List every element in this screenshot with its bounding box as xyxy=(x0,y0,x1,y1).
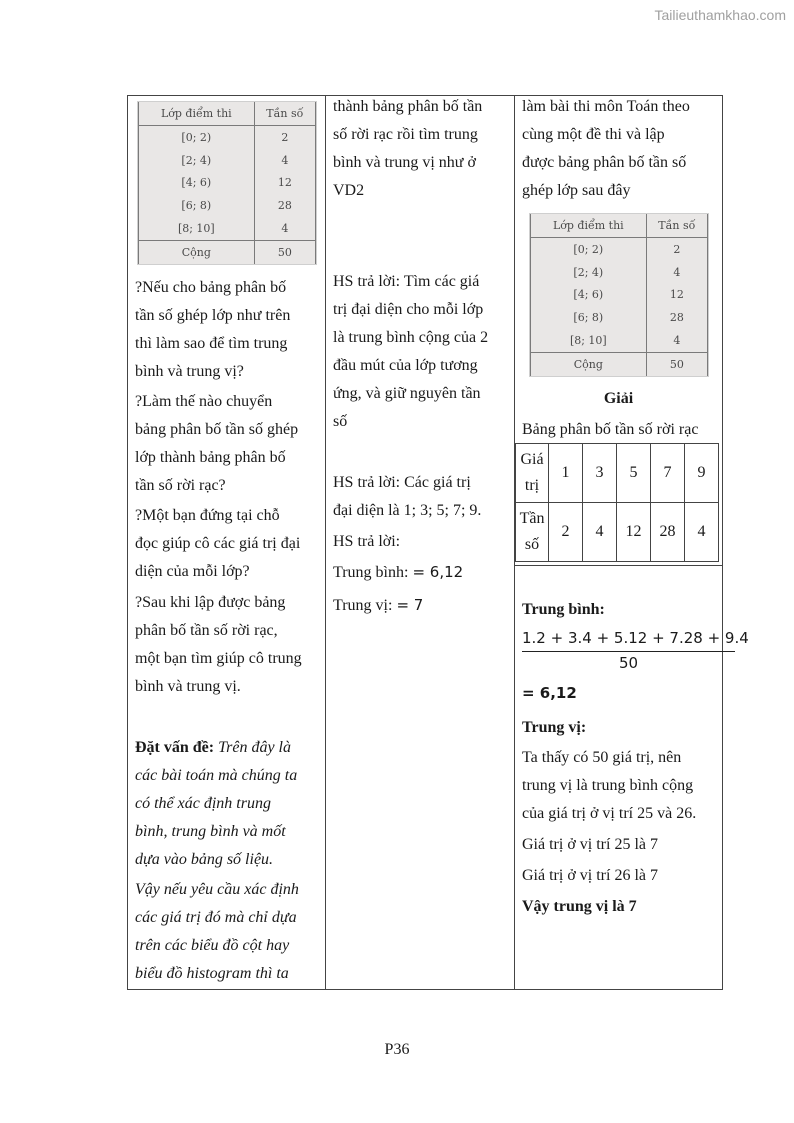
question-line: phân bố tần số rời rạc, xyxy=(135,622,278,639)
median-line: Ta thấy có 50 giá trị, nên xyxy=(522,749,682,766)
freq-table-cell: [0; 2) xyxy=(531,238,647,262)
median-value: = 7 xyxy=(396,596,424,614)
freq-table-cell: [8; 10] xyxy=(531,329,647,353)
question-line: một bạn tìm giúp cô trung xyxy=(135,650,302,667)
teacher-activity-column xyxy=(128,96,326,989)
grouped-frequency-table-image xyxy=(529,213,709,377)
content-column xyxy=(515,96,749,989)
mean-result: = 6,12 xyxy=(522,684,577,702)
intro-line: bình và trung vị như ở xyxy=(333,154,476,171)
freq-table-header-frequency: Tần số xyxy=(254,102,315,126)
section-divider xyxy=(515,565,722,566)
answer-line: HS trả lời: Tìm các giá xyxy=(333,273,480,290)
intro-line: thành bảng phân bố tần xyxy=(333,98,483,115)
question-line: ?Một bạn đứng tại chỗ xyxy=(135,507,280,524)
median-line: trung vị là trung bình cộng xyxy=(522,777,694,794)
freq-table-total-label: Cộng xyxy=(139,240,255,264)
freq-table-cell: [2; 4) xyxy=(139,149,255,172)
mean-numerator: 1.2 + 3.4 + 5.12 + 7.28 + 9.4 xyxy=(522,629,749,647)
question-line: bình và trung vị? xyxy=(135,363,244,380)
issue-line: biểu đồ histogram thì ta xyxy=(135,965,289,982)
freq-table-cell: 4 xyxy=(673,265,681,279)
mean-denominator: 50 xyxy=(618,654,639,672)
frequency-cell: 12 xyxy=(617,503,651,562)
grouped-frequency-table-image xyxy=(137,101,317,265)
frequency-cell: 4 xyxy=(583,503,617,562)
mean-value: = 6,12 xyxy=(412,563,464,581)
question-line: ?Nếu cho bảng phân bố xyxy=(135,279,287,296)
freq-table-cell: [4; 6) xyxy=(531,284,647,307)
freq-table-cell: [6; 8) xyxy=(139,194,255,217)
freq-table-cell: [2; 4) xyxy=(531,261,647,284)
median-line: Giá trị ở vị trí 25 là 7 xyxy=(522,836,658,853)
question-line: tần số rời rạc? xyxy=(135,477,226,494)
value-cell: 1 xyxy=(549,444,583,503)
freq-table-cell: 4 xyxy=(281,153,289,167)
freq-table-cell: 2 xyxy=(673,243,681,257)
question-line: ?Sau khi lập được bảng xyxy=(135,594,286,611)
value-cell: 7 xyxy=(651,444,685,503)
frequency-row-label: Tần số xyxy=(516,503,549,562)
frequency-cell: 2 xyxy=(549,503,583,562)
freq-table-cell: [0; 2) xyxy=(139,126,255,150)
freq-table-header-frequency: Tần số xyxy=(646,214,707,238)
value-cell: 5 xyxy=(617,444,651,503)
freq-table-cell: 4 xyxy=(281,221,289,235)
issue-line: trên các biểu đồ cột hay xyxy=(135,937,290,954)
frequency-cell: 28 xyxy=(651,503,685,562)
issue-text: Trên đây là xyxy=(218,739,291,756)
question-line: bảng phân bố tần số ghép xyxy=(135,421,299,438)
solution-heading: Giải xyxy=(603,390,634,407)
median-heading: Trung vị: xyxy=(522,719,587,736)
median-conclusion: Vậy trung vị là 7 xyxy=(522,898,637,915)
answer-line: là trung bình cộng của 2 xyxy=(333,329,489,346)
question-line: ?Làm thế nào chuyển xyxy=(135,393,273,410)
median-label: Trung vị: xyxy=(333,597,393,614)
freq-table-header-class: Lớp điểm thi xyxy=(531,214,647,238)
question-line: bình và trung vị. xyxy=(135,678,241,695)
answer-line: số xyxy=(333,413,348,430)
watermark: Tailieuthamkhao.com xyxy=(654,7,786,23)
answer-line: trị đại diện cho mỗi lớp xyxy=(333,301,484,318)
freq-table-cell: 28 xyxy=(669,311,684,325)
freq-table-cell: 28 xyxy=(277,199,292,213)
issue-line: dựa vào bảng số liệu. xyxy=(135,851,274,868)
freq-table-cell: 4 xyxy=(673,333,681,347)
page-number: P36 xyxy=(384,1041,410,1058)
question-line: tần số ghép lớp như trên xyxy=(135,307,291,324)
student-activity-column xyxy=(326,96,515,989)
freq-table-total-label: Cộng xyxy=(531,352,647,376)
mean-heading: Trung bình: xyxy=(522,601,605,618)
median-answer xyxy=(333,591,423,620)
answer-line: đại diện là 1; 3; 5; 7; 9. xyxy=(333,502,482,519)
issue-line: Vậy nếu yêu cầu xác định xyxy=(135,881,299,898)
median-line: Giá trị ở vị trí 26 là 7 xyxy=(522,867,658,884)
freq-table-cell: [4; 6) xyxy=(139,172,255,195)
freq-table-header-class: Lớp điểm thi xyxy=(139,102,255,126)
answer-line: HS trả lời: xyxy=(333,533,401,550)
freq-table-cell: 2 xyxy=(281,131,289,145)
freq-table-cell: [8; 10] xyxy=(139,217,255,241)
question-line: thì làm sao để tìm trung xyxy=(135,335,288,352)
mean-answer xyxy=(333,558,463,587)
intro-line: số rời rạc rồi tìm trung xyxy=(333,126,478,143)
freq-table-cell: [6; 8) xyxy=(531,306,647,329)
freq-table-cell: 12 xyxy=(277,176,292,190)
issue-line: bình, trung bình và mốt xyxy=(135,823,286,840)
answer-line: HS trả lời: Các giá trị xyxy=(333,474,471,491)
frequency-cell: 4 xyxy=(685,503,719,562)
lesson-table xyxy=(127,95,749,990)
issue-first-line xyxy=(135,734,291,762)
intro-line: cùng một đề thi và lập xyxy=(522,126,665,143)
intro-line: làm bài thi môn Toán theo xyxy=(522,98,690,115)
issue-line: các bài toán mà chúng ta xyxy=(135,767,298,784)
discrete-table-caption: Bảng phân bố tần số rời rạc xyxy=(522,421,699,438)
question-line: diện của mỗi lớp? xyxy=(135,563,250,580)
answer-line: đầu mút của lớp tương xyxy=(333,357,478,374)
median-line: của giá trị ở vị trí 25 và 26. xyxy=(522,805,697,822)
mean-label: Trung bình: xyxy=(333,564,409,581)
table-row xyxy=(516,444,719,503)
question-line: lớp thành bảng phân bố xyxy=(135,449,286,466)
intro-line: ghép lớp sau đây xyxy=(522,182,631,199)
question-line: đọc giúp cô các giá trị đại xyxy=(135,535,301,552)
discrete-frequency-table xyxy=(515,443,719,562)
freq-table-total-value: 50 xyxy=(646,352,707,376)
issue-line: có thể xác định trung xyxy=(135,795,271,812)
value-cell: 3 xyxy=(583,444,617,503)
value-row-label: Giá trị xyxy=(516,444,549,503)
value-cell: 9 xyxy=(685,444,719,503)
table-row xyxy=(516,503,719,562)
intro-line: VD2 xyxy=(333,182,365,199)
freq-table-total-value: 50 xyxy=(254,240,315,264)
freq-table-cell: 12 xyxy=(669,288,684,302)
intro-line: được bảng phân bố tần số xyxy=(522,154,687,171)
issue-label: Đặt vấn đề: xyxy=(135,739,215,756)
issue-line: các giá trị đó mà chỉ dựa xyxy=(135,909,297,926)
answer-line: ứng, và giữ nguyên tần xyxy=(333,385,481,402)
